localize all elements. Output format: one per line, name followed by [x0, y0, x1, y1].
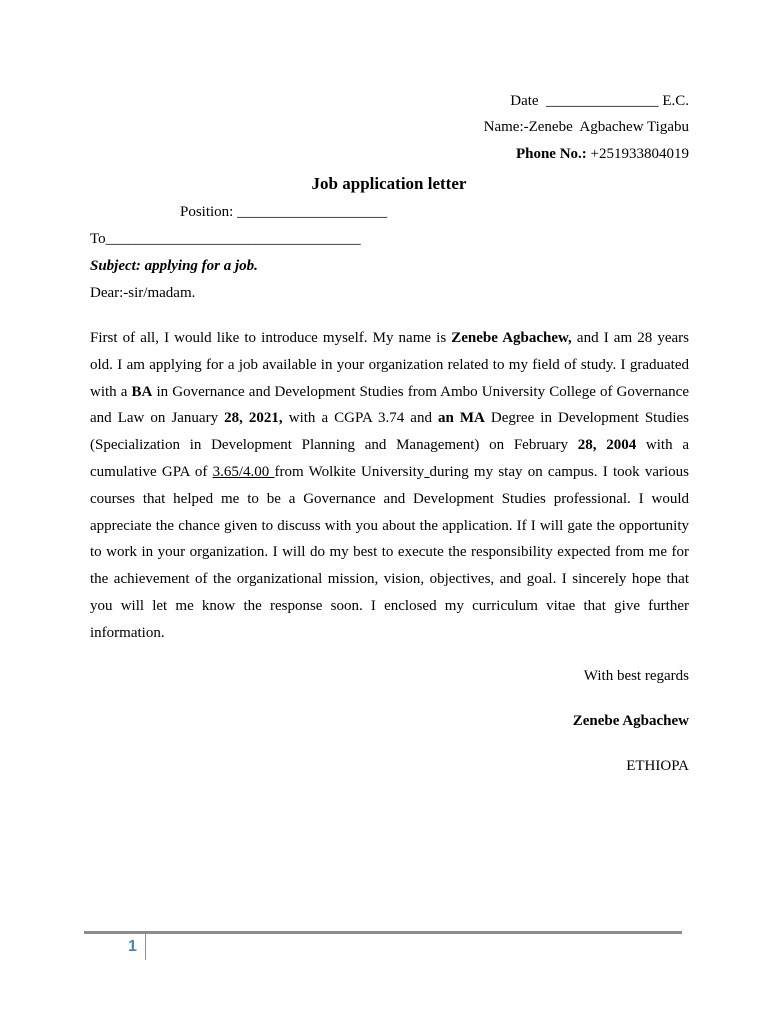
date-label: Date — [510, 93, 539, 109]
footer-vertical-divider — [145, 934, 146, 960]
to-line: To__________________________________ — [90, 231, 361, 247]
page-number: 1 — [128, 938, 137, 955]
date-blank: _______________ — [546, 93, 659, 109]
date-line — [510, 93, 689, 110]
body-text: during my stay on campus. I took various courses that helped me to be a Governance and Development Studies professional. I would appreciate the chance given to discuss with you about the application. If I will gate the opportunity to work in your organization. I will do my best to execute the responsibility expected from me for the achievement of the organizational mission, vision, objectives, and goal. I sincerely hope that you will let me know the response soon. I enclosed my curriculum vitae that give further information. — [90, 463, 690, 641]
body-text: First of all, I would like to introduce myself. My name is — [90, 330, 452, 346]
body-date1-bold: 28, 2021, — [224, 410, 283, 427]
body-text: with a CGPA 3.74 and — [282, 410, 438, 427]
letter-title: Job application letter — [311, 174, 467, 193]
signature: Zenebe Agbachew — [572, 713, 689, 729]
letter-body — [90, 325, 689, 647]
body-text: and I am 28 years old. I am applying for a job available in your organization related to my field of study. I graduated with a — [90, 330, 689, 400]
phone-label: Phone No.: — [515, 146, 587, 162]
name-line: Name:-Zenebe Agbachew Tigabu — [483, 119, 689, 135]
body-text: with a cumulative GPA of — [90, 437, 689, 480]
country: ETHIOPA — [626, 758, 689, 774]
body-text: from Wolkite University — [274, 463, 425, 480]
closing: With best regards — [583, 668, 689, 684]
body-date2-bold: 28, 2004 — [577, 437, 637, 454]
footer-divider — [84, 931, 682, 934]
body-text: Degree in Development Studies (Specialization in Development Planning and Management) on February — [90, 410, 690, 454]
phone-line — [516, 146, 689, 163]
body-text: in Governance and Development Studies from Ambo University College of Governance and Law on January — [90, 383, 690, 427]
subject-line: Subject: applying for a job. — [90, 258, 258, 274]
body-ma-bold: an MA — [438, 410, 485, 427]
body-gpa-underline: 3.65/4.00 — [212, 463, 275, 480]
body-ba-bold: BA — [131, 383, 153, 400]
phone-value: +251933804019 — [586, 146, 689, 162]
date-suffix: E.C. — [662, 93, 689, 109]
salutation: Dear:-sir/madam. — [90, 285, 196, 301]
position-line: Position: ____________________ — [180, 204, 388, 220]
body-name-bold: Zenebe Agbachew, — [451, 330, 572, 346]
